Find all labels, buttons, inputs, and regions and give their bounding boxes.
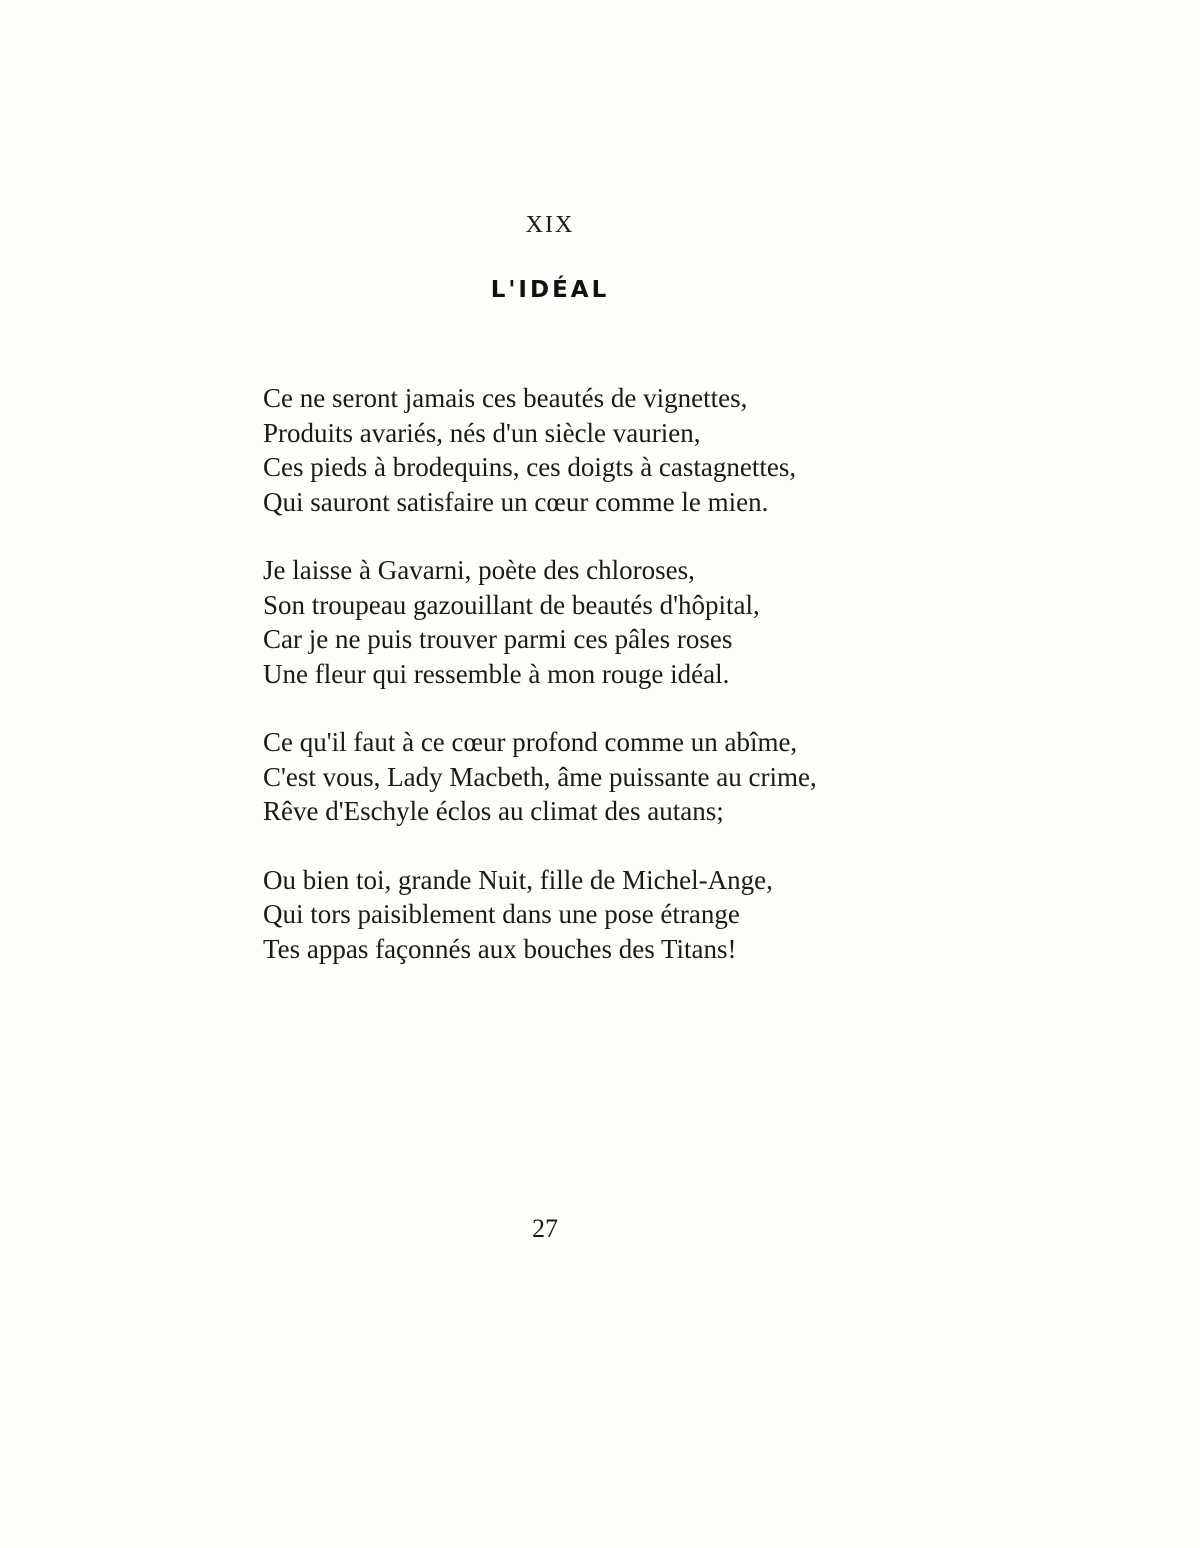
poem-line: Tes appas façonnés aux bouches des Titans!: [263, 933, 737, 964]
poem-line: Ce qu'il faut à ce cœur profond comme un abîme,: [263, 727, 798, 757]
poem-line: Ces pieds à brodequins, ces doigts à castagnettes,: [263, 452, 797, 482]
poem-line: Son troupeau gazouillant de beautés d'hôpital,: [263, 589, 760, 620]
stanza-1: [263, 381, 963, 519]
poem-body: [263, 381, 963, 1000]
poem-line: C'est vous, Lady Macbeth, âme puissante au crime,: [263, 761, 817, 792]
poem-title: L'IDÉAL: [490, 277, 610, 303]
poem-line: Une fleur qui ressemble à mon rouge idéal.: [263, 658, 730, 689]
poem-line: Qui sauront satisfaire un cœur comme le mien.: [263, 486, 769, 517]
stanza-2: [263, 553, 963, 691]
poem-line: Ce ne seront jamais ces beautés de vignettes,: [263, 383, 748, 413]
poem-line: Produits avariés, nés d'un siècle vaurien,: [263, 417, 701, 448]
stanza-3: [263, 725, 963, 829]
poem-line: Car je ne puis trouver parmi ces pâles roses: [263, 624, 733, 654]
poem-line: Je laisse à Gavarni, poète des chloroses,: [263, 555, 695, 585]
poem-line: Qui tors paisiblement dans une pose étrange: [263, 899, 740, 929]
section-number: XIX: [525, 212, 575, 238]
poem-line: Rêve d'Eschyle éclos au climat des autans;: [263, 796, 724, 826]
stanza-4: [263, 863, 963, 967]
page-number: 27: [532, 1214, 558, 1243]
poem-line: Ou bien toi, grande Nuit, fille de Michel-Ange,: [263, 864, 773, 895]
